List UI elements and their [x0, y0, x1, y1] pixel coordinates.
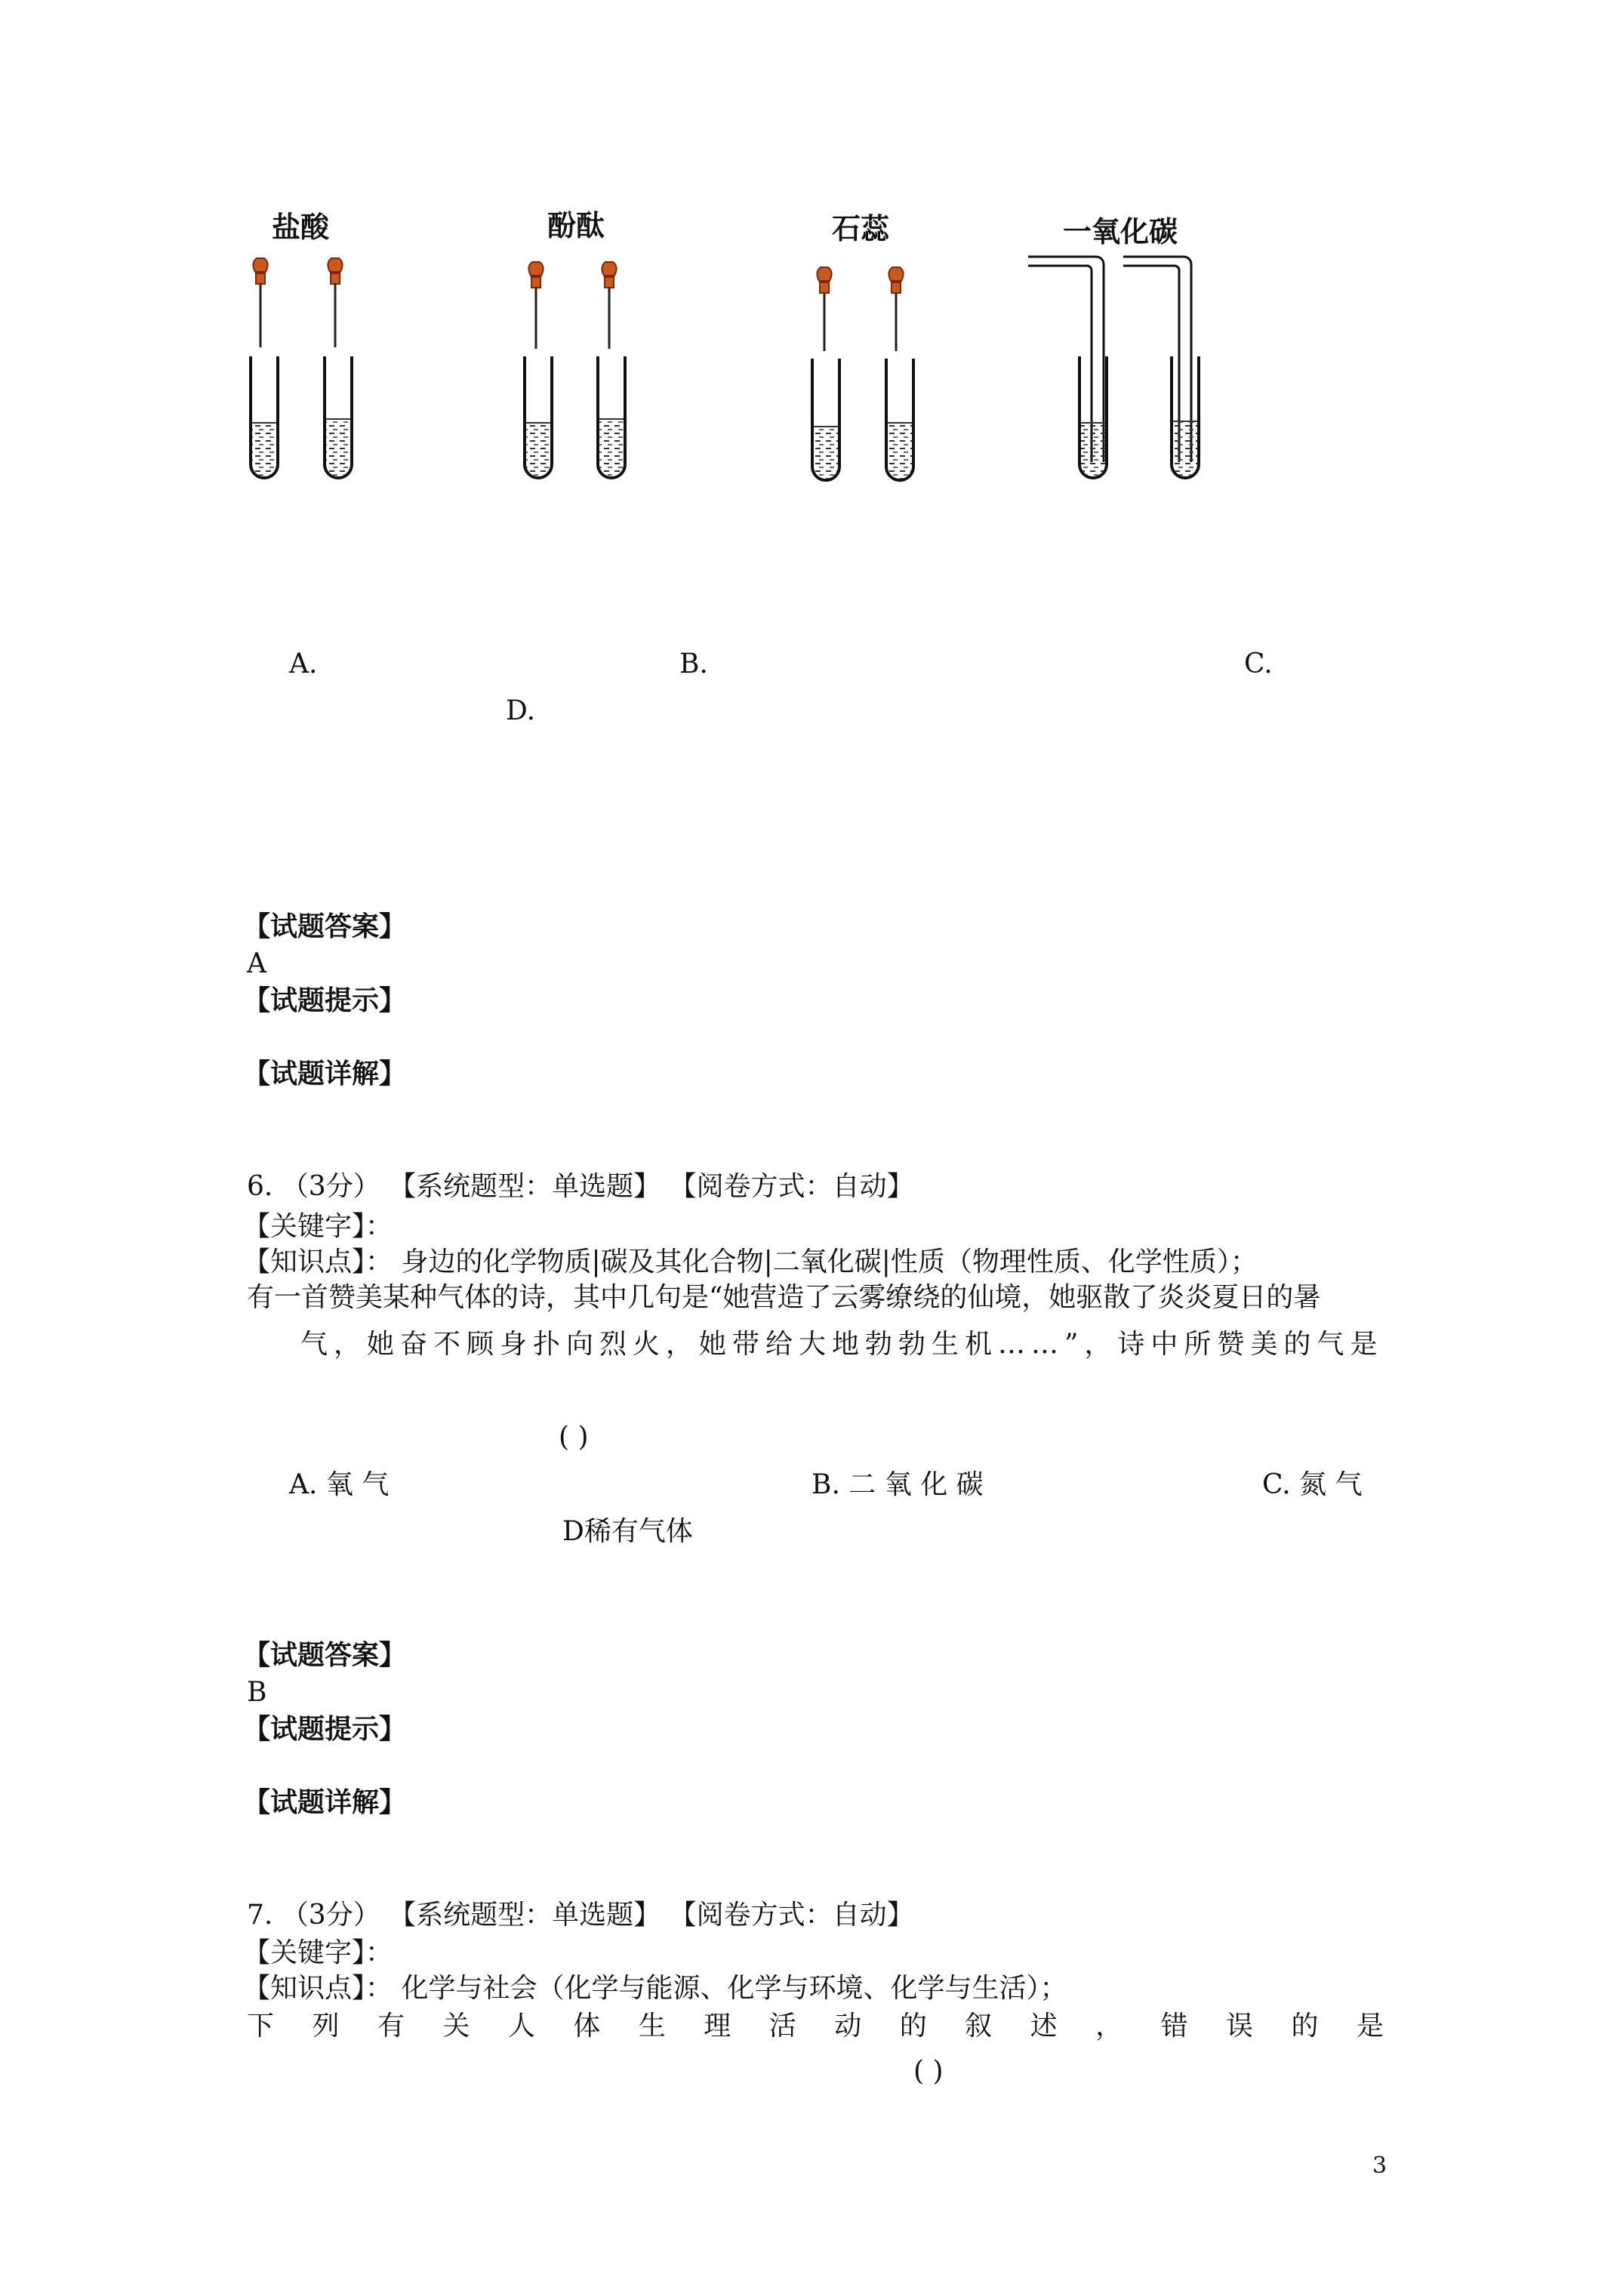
- test-tube-icon: [886, 359, 913, 480]
- keywords-label: 【关键字】：: [243, 1937, 393, 1968]
- stem-char: 体: [573, 2011, 601, 2042]
- label-hydrochloric-acid: 盐酸: [272, 211, 330, 244]
- page-number: 3: [1372, 2153, 1387, 2179]
- question-6-header: 6. （3分） 【系统题型：单选题】 【阅卷方式：自动】: [247, 1171, 914, 1202]
- option-a[interactable]: A.: [289, 649, 318, 680]
- stem-char: 理: [704, 2011, 731, 2042]
- test-tube-icon: [812, 359, 839, 480]
- question-6-stem-line2: 气，她奋不顾身扑向烈火，她带给大地勃勃生机……”，诗中所赞美的气是: [300, 1329, 1384, 1360]
- stem-char: 动: [834, 2011, 862, 2042]
- keywords-label: 【关键字】：: [243, 1211, 393, 1242]
- option-b[interactable]: B. 二 氧 化 碳: [812, 1469, 984, 1500]
- stem-char: 叙: [965, 2011, 993, 2042]
- stem-char: 有: [377, 2011, 405, 2042]
- dropper-icon: [888, 267, 903, 351]
- question-6-stem-line1: 有一首赞美某种气体的诗，其中几句是“她营造了云雾缭绕的仙境，她驱散了炎炎夏日的暑: [247, 1282, 1321, 1313]
- answer-paren: ( ): [559, 1422, 589, 1453]
- dropper-icon: [602, 262, 616, 349]
- option-c[interactable]: C. 氮 气: [1262, 1469, 1363, 1500]
- knowledge-label: 【知识点】：: [243, 1973, 393, 2004]
- knowledge-point: [243, 1246, 1258, 1279]
- stem-char: 关: [442, 2011, 470, 2042]
- knowledge-text: 身边的化学物质|碳及其化合物|二氧化碳|性质（物理性质、化学性质）；: [393, 1247, 1258, 1277]
- dropper-icon: [528, 262, 543, 349]
- label-phenolphthalein: 酚酞: [547, 209, 605, 242]
- stem-char: 误: [1226, 2011, 1254, 2042]
- test-tube-icon: [598, 356, 625, 478]
- dropper-icon: [328, 258, 342, 347]
- test-tube-icon: [1172, 356, 1199, 478]
- knowledge-text: 化学与社会（化学与能源、化学与环境、化学与生活）；: [393, 1973, 1067, 2004]
- detail-heading: 【试题详解】: [243, 1058, 407, 1089]
- option-d[interactable]: D.: [506, 695, 536, 726]
- option-a[interactable]: A. 氧 气: [289, 1469, 390, 1500]
- option-c[interactable]: C.: [1244, 649, 1273, 680]
- stem-char: 列: [312, 2011, 340, 2042]
- option-b[interactable]: B.: [679, 649, 708, 680]
- answer-paren: ( ): [913, 2056, 944, 2087]
- answer-value: A: [247, 948, 266, 979]
- stem-char: 的: [899, 2011, 927, 2042]
- stem-char: 的: [1291, 2011, 1319, 2042]
- stem-char: 下: [247, 2011, 275, 2042]
- hint-heading: 【试题提示】: [243, 985, 407, 1016]
- stem-char: 人: [507, 2011, 535, 2042]
- test-tube-icon: [525, 356, 552, 478]
- label-litmus: 石蕊: [832, 212, 890, 245]
- test-tube-icon: [325, 356, 352, 478]
- stem-char: 述: [1030, 2011, 1058, 2042]
- stem-char: 错: [1160, 2011, 1188, 2042]
- answer-heading: 【试题答案】: [243, 1639, 407, 1671]
- stem-char: 生: [638, 2011, 666, 2042]
- knowledge-label: 【知识点】：: [243, 1247, 393, 1277]
- answer-heading: 【试题答案】: [243, 911, 407, 942]
- label-carbon-monoxide: 一氧化碳: [1063, 215, 1178, 248]
- question-7-header: 7. （3分） 【系统题型：单选题】 【阅卷方式：自动】: [247, 1900, 914, 1931]
- question-7-stem: [247, 2010, 1384, 2043]
- option-d[interactable]: D稀有气体: [562, 1516, 693, 1547]
- stem-char: 是: [1356, 2011, 1384, 2042]
- test-tubes-drawing: [0, 0, 1623, 529]
- test-tube-icon: [251, 356, 278, 478]
- knowledge-point: [243, 1972, 1067, 2005]
- dropper-icon: [253, 258, 267, 347]
- stem-char: 活: [768, 2011, 796, 2042]
- stem-char: ，: [1095, 2011, 1123, 2042]
- dropper-icon: [817, 267, 831, 351]
- detail-heading: 【试题详解】: [243, 1786, 407, 1818]
- hint-heading: 【试题提示】: [243, 1713, 407, 1745]
- answer-value: B: [247, 1677, 267, 1708]
